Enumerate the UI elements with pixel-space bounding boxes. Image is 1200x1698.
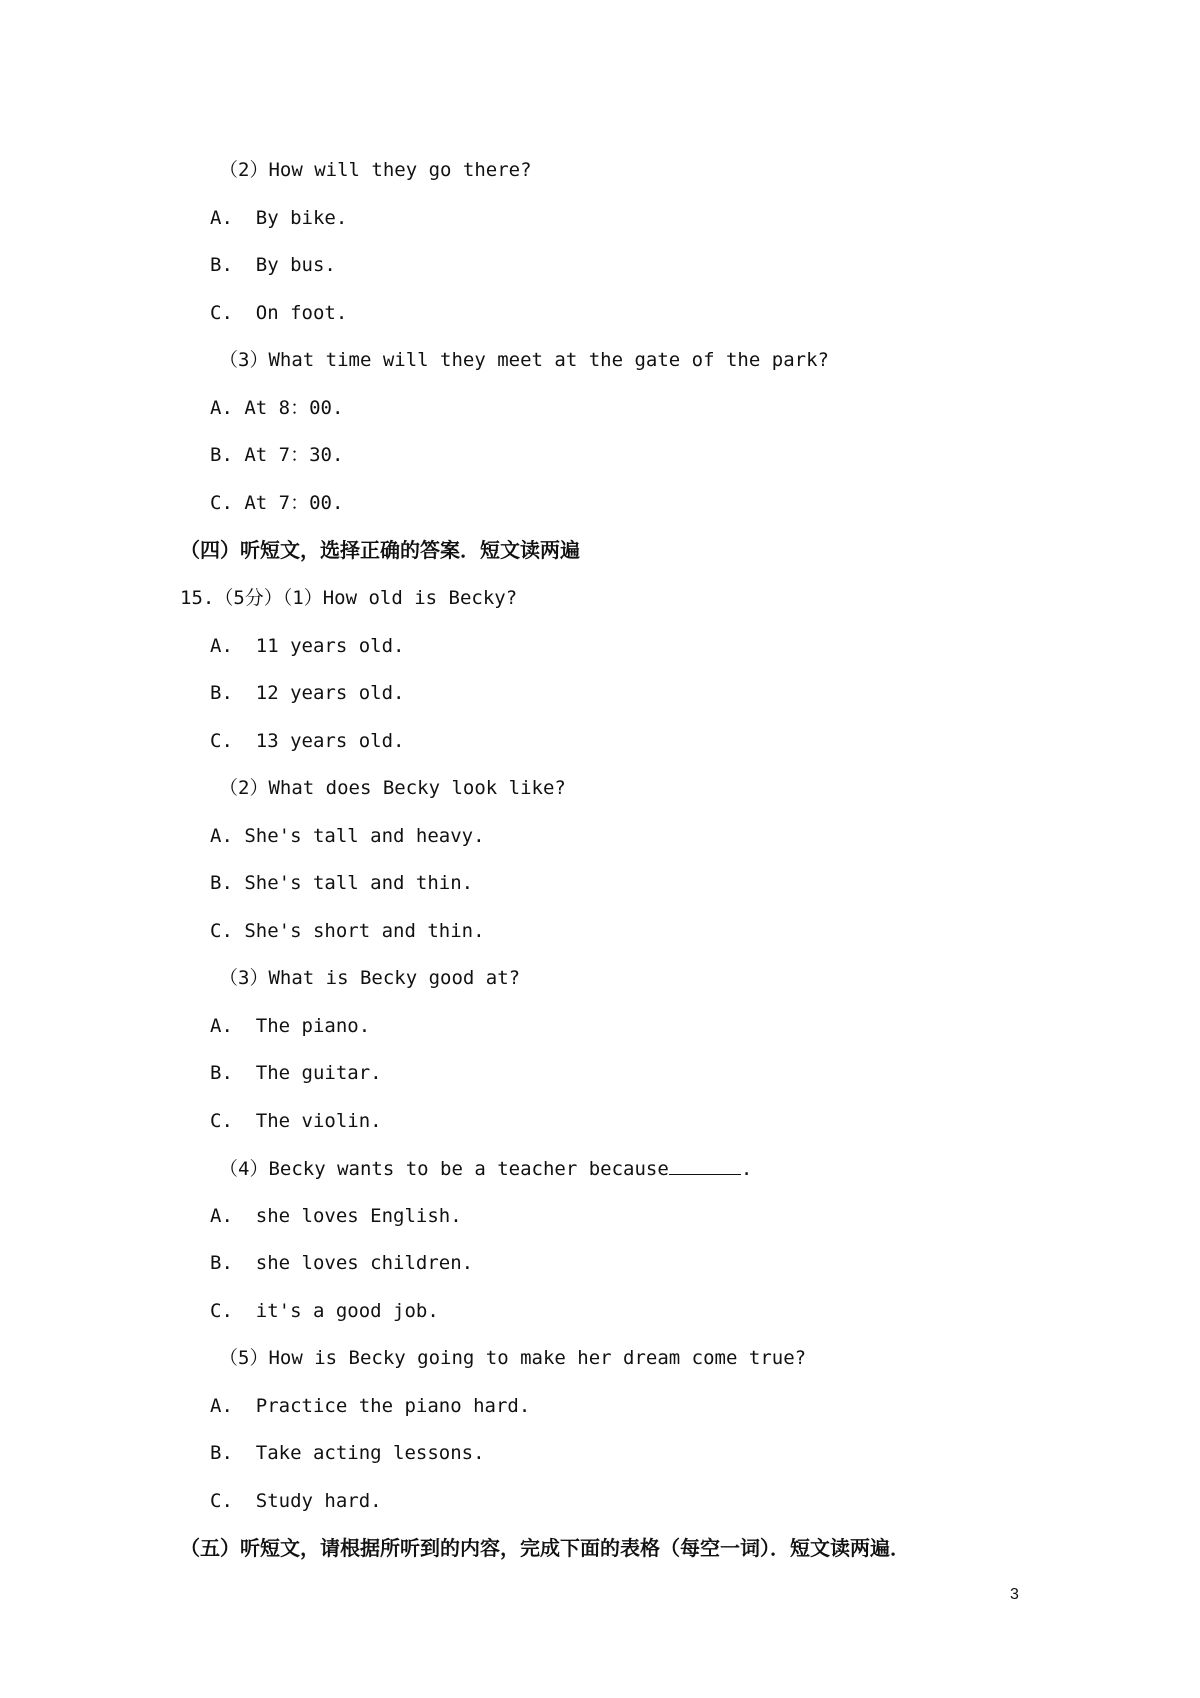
option: A. She's tall and heavy. bbox=[210, 825, 485, 847]
option: B. Take acting lessons. bbox=[210, 1442, 485, 1464]
question-line bbox=[180, 586, 517, 610]
page-number: 3 bbox=[1010, 1586, 1019, 1603]
question-prompt: （4）Becky wants to be a teacher because bbox=[219, 1158, 669, 1180]
option: A. At 8：00. bbox=[210, 397, 344, 419]
option: A. she loves English. bbox=[210, 1205, 462, 1227]
option: C. At 7：00. bbox=[210, 492, 344, 514]
question-prompt: （3）What time will they meet at the gate of the park? bbox=[219, 349, 829, 371]
option: B. she loves children. bbox=[210, 1252, 474, 1274]
section-heading: （五）听短文，请根据所听到的内容，完成下面的表格（每空一词）．短文读两遍． bbox=[180, 1536, 910, 1560]
section-heading: （四）听短文，选择正确的答案．短文读两遍 bbox=[180, 538, 580, 562]
option: C. Study hard. bbox=[210, 1490, 382, 1512]
option: B. She's tall and thin. bbox=[210, 872, 474, 894]
question-prompt: （5）How is Becky going to make her dream come true? bbox=[219, 1347, 807, 1369]
option: B. 12 years old. bbox=[210, 682, 405, 704]
question-line bbox=[219, 1156, 752, 1181]
option: B. By bus. bbox=[210, 254, 336, 276]
question-prompt: （2）How will they go there? bbox=[219, 159, 532, 181]
option: A. Practice the piano hard. bbox=[210, 1395, 531, 1417]
option: C. The violin. bbox=[210, 1110, 382, 1132]
question-prompt: （3）What is Becky good at? bbox=[219, 967, 521, 989]
option: A. The piano. bbox=[210, 1015, 371, 1037]
option: C. it's a good job. bbox=[210, 1300, 439, 1322]
option: C. She's short and thin. bbox=[210, 920, 485, 942]
option: A. By bike. bbox=[210, 207, 348, 229]
question-prompt-end: . bbox=[740, 1158, 753, 1180]
option: C. On foot. bbox=[210, 302, 348, 324]
option: B. The guitar. bbox=[210, 1062, 382, 1084]
option: B. At 7：30. bbox=[210, 444, 344, 466]
question-number: 15.（5分） bbox=[180, 587, 283, 609]
option: C. 13 years old. bbox=[210, 730, 405, 752]
option: A. 11 years old. bbox=[210, 635, 405, 657]
answer-blank bbox=[669, 1156, 741, 1175]
question-prompt: （2）What does Becky look like? bbox=[219, 777, 566, 799]
question-prompt: （1）How old is Becky? bbox=[282, 587, 518, 609]
